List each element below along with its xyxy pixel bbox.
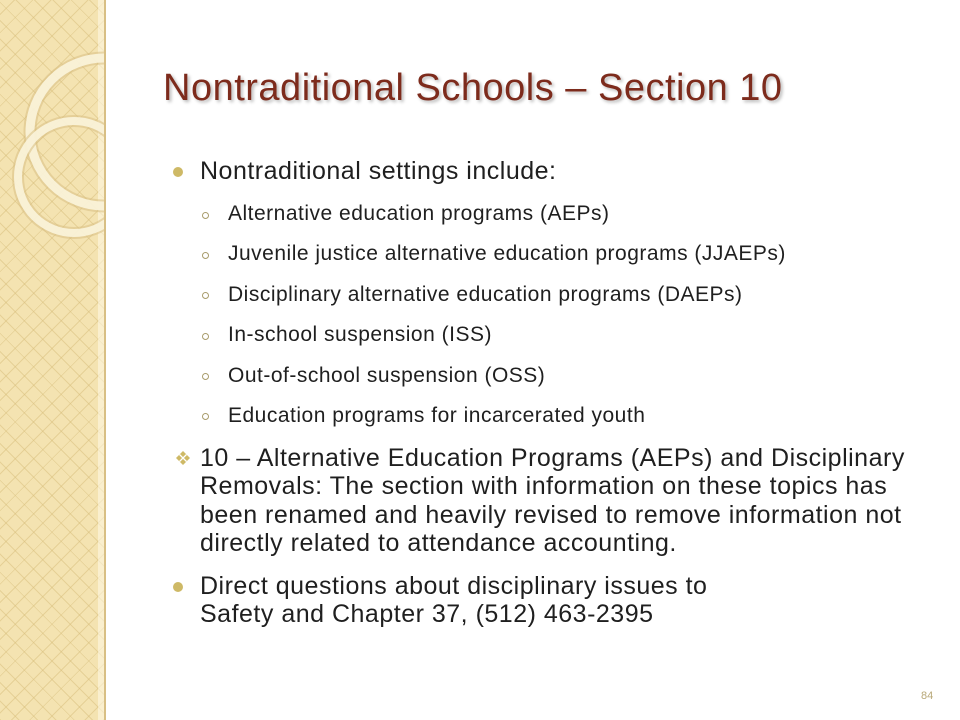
open-circle-bullet-icon xyxy=(202,333,209,340)
bullet-intro xyxy=(200,157,556,185)
sub-bullet-item xyxy=(228,396,786,436)
sub-bullet-text: Out-of-school suspension (OSS) xyxy=(228,363,546,387)
decorative-sidebar xyxy=(0,0,106,720)
sub-bullet-item xyxy=(228,356,786,396)
bullet-intro-text: Nontraditional settings include: xyxy=(200,157,557,186)
note-line: directly related to attendance accounting. xyxy=(200,529,677,558)
open-circle-bullet-icon xyxy=(202,292,209,299)
sub-bullet-item xyxy=(228,234,786,274)
bullet-contact-info xyxy=(200,572,707,629)
open-circle-bullet-icon xyxy=(202,373,209,380)
slide-title: Nontraditional Schools – Section 10 xyxy=(163,67,783,109)
settings-sublist xyxy=(228,194,786,436)
sub-bullet-item xyxy=(228,275,786,315)
filled-circle-bullet-icon xyxy=(173,167,183,177)
contact-line: Direct questions about disciplinary issues to xyxy=(200,572,708,601)
open-circle-bullet-icon xyxy=(202,252,209,259)
sub-bullet-text: Juvenile justice alternative education programs (JJAEPs) xyxy=(228,242,786,266)
note-line: Removals: The section with information on these topics has xyxy=(200,472,888,501)
bullet-section-10-note xyxy=(200,444,905,557)
sub-bullet-text: In-school suspension (ISS) xyxy=(228,323,492,347)
note-line: 10 – Alternative Education Programs (AEPs) and Disciplinary xyxy=(200,444,905,473)
filled-circle-bullet-icon xyxy=(173,582,183,592)
contact-line: Safety and Chapter 37, (512) 463-2395 xyxy=(200,600,654,629)
four-diamond-bullet-icon xyxy=(176,451,190,465)
sub-bullet-text: Alternative education programs (AEPs) xyxy=(228,202,610,225)
sub-bullet-text: Education programs for incarcerated youth xyxy=(228,403,646,427)
note-line: been renamed and heavily revised to remove information not xyxy=(200,500,902,529)
open-circle-bullet-icon xyxy=(202,212,209,219)
sub-bullet-item xyxy=(228,194,786,234)
slide-number: 84 xyxy=(921,690,934,702)
decorative-rings xyxy=(0,0,104,720)
sub-bullet-item xyxy=(228,315,786,355)
sub-bullet-text: Disciplinary alternative education programs (DAEPs) xyxy=(228,282,743,306)
open-circle-bullet-icon xyxy=(202,413,209,420)
